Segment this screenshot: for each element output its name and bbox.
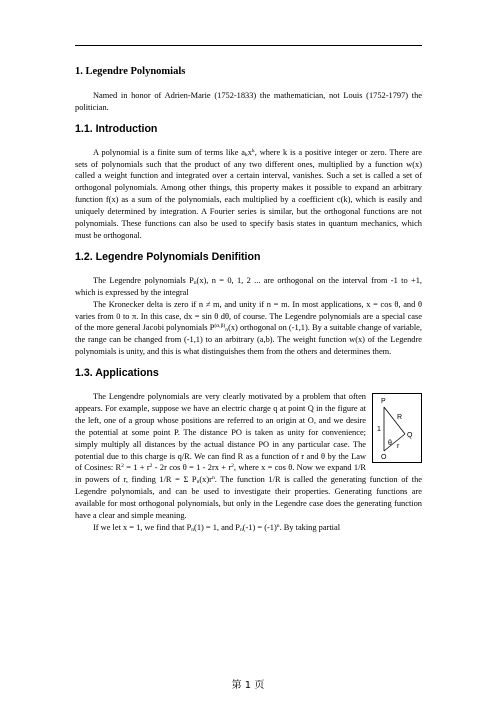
- heading-introduction: 1.1. Introduction: [75, 122, 158, 135]
- label-one: 1: [377, 426, 381, 434]
- page-footer: 第 1 页: [231, 680, 265, 691]
- section-title: 1. Legendre Polynomials: [75, 66, 186, 77]
- triangle-figure: [372, 393, 422, 463]
- applications-paragraph-1: P R 1 Q θ r O The Lengendre polynomials are very clearly motivated by a problem that often appears. For example, suppose we have an electric charge q at point Q in the figure at the left, one of a group whose positions are referred to an origin at O, and we desire the potential at some point P. The distance PO is taken as unity for convenience; simply multiply all distances by the actual distance PO in any particular case. The potential due to this charge is q/R. We can find R as a function of r and θ by the Law of Cosines: $R^2 = 1 + r^2 - 2r$ $\cos \theta = 1 - 2rx + r^2$, where x = cos θ. Now we expand 1/R in powers of r, finding 1/R = Σ $P_n(x)r^n$. The function 1/R is called the generating function of the Legendre polynomials, and can be used to investigate their properties. Generating functions are available for most orthogonal polynomials, but only in the Legendre case does the generating function have a clear and simple meaning.: [75, 392, 423, 521]
- label-r: r: [397, 443, 400, 451]
- heading-definition: 1.2. Legendre Polynomials Denifition: [75, 250, 261, 263]
- heading-applications: 1.3. Applications: [75, 367, 159, 380]
- triangle-diagram: [373, 394, 421, 462]
- definition-paragraph-1: The Legendre polynomials $P_n(x)$, n = 0, 1, 2 ... are orthogonal on the interval from -1 to +1, which is expressed by the integral: [75, 275, 422, 297]
- page-body: [75, 66, 422, 534]
- introduction-paragraph: A polynomial is a finite sum of terms like $a_kx^k$, where k is a positive integer or zero. There are sets of polynomials such that the product of any two different ones, multiplied by a function w(x) called a weight function and integrated over a certain interval, vanishes. Such a set is called a set of orthogonal polynomials. Among other things, this property makes it possible to expand an arbitrary function f(x) as a sum of the polynomials, each multiplied by a coefficient c(k), which is easily and uniquely determined by integration. A Fourier series is similar, but the orthogonal functions are not polynomials. These functions can also be used to specify basis states in quantum mechanics, which must be orthogonal.: [75, 147, 422, 240]
- header-rule: [75, 45, 422, 46]
- definition-paragraph-2: The Kronecker delta is zero if n ≠ m, and unity if n = m. In most applications, x = cos θ, and θ varies from 0 to π. In this case, dx = sin θ dθ, of course. The Legendre polynomials are a special case of the more general Jacobi polynomials $P^{(\alpha,\beta)}_n(x)$ orthogonal on (-1,1). By a suitable change of variable, the range can be changed from (-1,1) to an arbitrary (a,b). The weight function w(x) of the Legendre polynomials is unity, and this is what distinguishes them from the others and determines them.: [75, 299, 422, 357]
- label-P: P: [381, 398, 386, 406]
- applications-paragraph-2: If we let x = 1, we find that $P_n(1) = 1$, and $P_n(-1) = (-1)^n$. By taking partial: [93, 523, 341, 533]
- label-theta: θ: [388, 440, 392, 448]
- label-Q: Q: [407, 432, 413, 440]
- intro-paragraph: Named in honor of Adrien-Marie (1752-1833) the mathematician, not Louis (1752-1797) the politician.: [75, 90, 422, 112]
- label-R: R: [397, 414, 403, 422]
- label-O: O: [381, 454, 387, 462]
